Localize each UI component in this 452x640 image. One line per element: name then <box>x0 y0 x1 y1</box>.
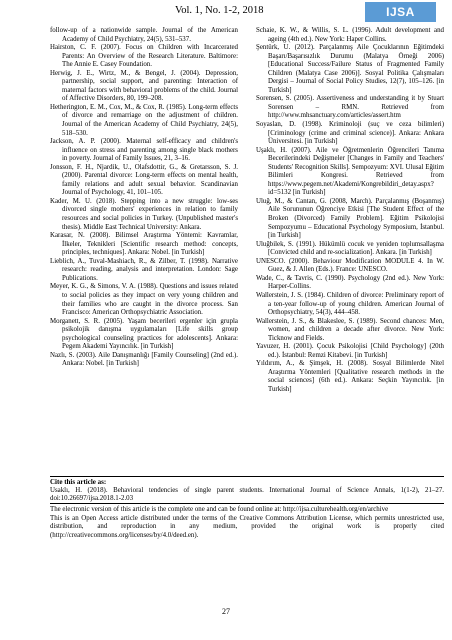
reference-entry: Hairston, C. F. (2007). Focus on Children with Incarcerated Parents: An Overview of the Research Literature. Baltimore: The Annie E. Casey Foundation. <box>50 44 238 69</box>
reference-entry: Uluğ, M., & Cantan, G. (2008, March). Parçalanmış (Boşanmış) Aile Sorununun Öğrenciye Etkisi [The Student Effect of the Broken (Divorced) Family Problem]. Eğitim Psikolojisi Sempozyumu – Educational Psychology Symposium, İstanbul. [in Turkish] <box>256 197 444 240</box>
reference-entry: UNESCO. (2000). Behaviour Modification MODULE 4. In W. Guez, & J. Allen (Eds.). France: UNESCO. <box>256 257 444 274</box>
reference-entry: Meyer, K. G., & Simons, V. A. (1988). Questions and issues related to social policies as they impact on very young children and their families who are caught in the divorce process. San Francisco: American Orthopsychiatric Association. <box>50 283 238 317</box>
license-text: This is an Open Access article distributed under the terms of the Creative Commons Attribution License, which permits unrestricted use, distribution, and reproduction in any medium, provided the original work is properly cited (http://creativecommons.org/licenses/by/4.0/deed.en). <box>50 514 444 539</box>
references-right-column <box>256 27 444 395</box>
reference-entry: Wade, C., & Tavris, C. (1990). Psychology (2nd ed.). New York: Harper-Collins. <box>256 274 444 291</box>
reference-entry: Jonsson, F. H., Njardik, U., Olafsdottir, G., & Gretarsson, S. J. (2000). Parental divorce: Long-term effects on mental health, family relations and adult sexual behavior. Scandinavian Journal of Psychology, 41, 101–105. <box>50 163 238 197</box>
reference-entry: Wallerstein, J. S., & Blakeslee, S. (1989). Second chances: Men, women, and children a decade after divorce. New York: Ticknow and Fields. <box>256 317 444 342</box>
reference-entry: Yavuzer, H. (2001). Çocuk Psikolojisi [Child Psychology] (20th ed.). İstanbul: Remzi Kitabevi. [in Turkish] <box>256 343 444 359</box>
reference-entry: Wallerstein, J. S. (1984). Children of divorce: Preliminary report of a ten-year follow-up of young children. American Journal of Orthopsychiatry, 54(3), 444–458. <box>256 291 444 317</box>
reference-entry: Yıldırım, A., & Şimşek, H. (2008). Sosyal Bilimlerde Nitel Araştırma Yöntemleri [Qualitative research methods in the social sciences] (6th ed.). Ankara: Seçkin Yayıncılık. [in Turkish] <box>256 360 444 393</box>
reference-entry: Uluğbilek, S. (1991). Hükümlü cocuk ve yeniden toplumsallaşma [Convicted child and re-socialization]. Ankara. [in Turkish] <box>256 240 444 257</box>
reference-entry: Herwig, J. E., Wirtz, M., & Bengel, J. (2004). Depression, partnership, social support, and parenting: Interaction of maternal factors with behavioral problems of the child. Journal of Affective Disorders, 80, 199–208. <box>50 69 238 103</box>
electronic-version-text: The electronic version of this article is the complete one and can be found online at: http://ijsa.culturehealth.org/en/archive <box>50 506 389 513</box>
reference-entry: Hetherington, E. M., Cox, M., & Cox, R. (1985). Long-term effects of divorce and remarriage on the adjustment of children. Journal of the American Academy of Child Psychiatry, 24(5), 518–530. <box>50 103 238 137</box>
citation-block <box>50 476 444 504</box>
reference-entry: follow-up of a nationwide sample. Journal of the American Academy of Child Psychiatry, 24(5), 531–537. <box>50 27 238 43</box>
reference-entry: Uşaklı, H. (2007). Aile ve Öğretmenlerin Öğrencileri Tanıma Becerilerindeki Değişmeler [Changes in Family and Teachers' Students' Recognition Skills]. Sempozyum: XVI. Ulusal Eğitim Bilimleri Kongresi. Retrieved from https://www.pegem.net/Akademi/Kongrebildiri_detay.aspx?id=5132 [in Turkish] <box>256 146 444 197</box>
journal-logo: IJSA <box>365 2 436 22</box>
page-header <box>0 0 452 24</box>
reference-entry: Şentürk, U. (2012). Parçalanmış Aile Çocuklarının Eğitimdeki Başarı/Başarısızlık Durumu (Malatya Örneği 2006) [Educational Success/Failure Status of Fragmented Family Children (Malatya Case 2006)]. Sosyal Politika Çalışmaları Dergisi – Journal of Social Policy Studies, 12(7), 105–126. [in Turkish] <box>256 44 444 94</box>
reference-entry: Morganett, S. R. (2005). Yaşam becerileri ergenler için grupla psikolojik danışma uygulamaları [Life skills group psychological counseling practices for adolescents]. Ankara: Pegem Akademi Yayıncılık. [in Turkish] <box>50 317 238 351</box>
reference-entry: Lieblich, A., Tuval-Mashiach, R., & Zilber, T. (1998). Narrative research: reading, analysis and interpretation. London: Sage Publications. <box>50 257 238 282</box>
page-number: 27 <box>222 607 230 616</box>
electronic-version-note <box>50 503 444 540</box>
reference-entry: Jackson, A. P. (2000). Maternal self-efficacy and children's influence on stress and parenting among single black mothers in poverty. Journal of Family Issues, 21, 3–16. <box>50 138 238 163</box>
reference-entry: Sorensen, S. (2005). Assertiveness and understanding it by Stuart Sorensen – RMN. Retrieved from http://www.mhsanctuary.com/articles/assert.htm <box>256 95 444 120</box>
reference-entry: Schaie, K. W., & Willis, S. L. (1996). Adult development and ageing (4th ed.). New York: Haper Collins. <box>256 27 444 43</box>
volume-label: Vol. 1, No. 1-2, 2018 <box>175 5 264 16</box>
references-left-column <box>50 27 238 369</box>
reference-entry: Nazlı, S. (2003). Aile Danışmanlığı [Family Counseling] (2nd ed.). Ankara: Nobel. [in Turkish] <box>50 351 238 368</box>
reference-entry: Soyaslan, D. (1998). Kriminoloji (suç ve ceza bilimleri) [Criminology (crime and criminal science)]. Ankara: Ankara Üniversitesi. [in Turkish] <box>256 121 444 146</box>
reference-entry: Kader, M. U. (2018). Stepping into a new struggle: low-ses divorced single mothers' experiences in relation to family resources and social policies in Turkey. (Unpublished master's thesis). Middle East Technical University: Ankara. <box>50 197 238 231</box>
citation-heading: Cite this article as: <box>50 478 107 486</box>
reference-entry: Karasar, N. (2008). Bilimsel Araştırma Yöntemi: Kavramlar, İlkeler, Teknikleri [Scientific research method: concepts, principles, techniques]. Ankara: Nobel. [in Turkish] <box>50 232 238 257</box>
citation-text: Usaklı, H. (2018). Behavioral tendencies of single parent students. International Journal of Science Annals, 1(1-2), 21–27. doi:10.26697/ijsa.2018.1-2.03 <box>50 486 444 502</box>
